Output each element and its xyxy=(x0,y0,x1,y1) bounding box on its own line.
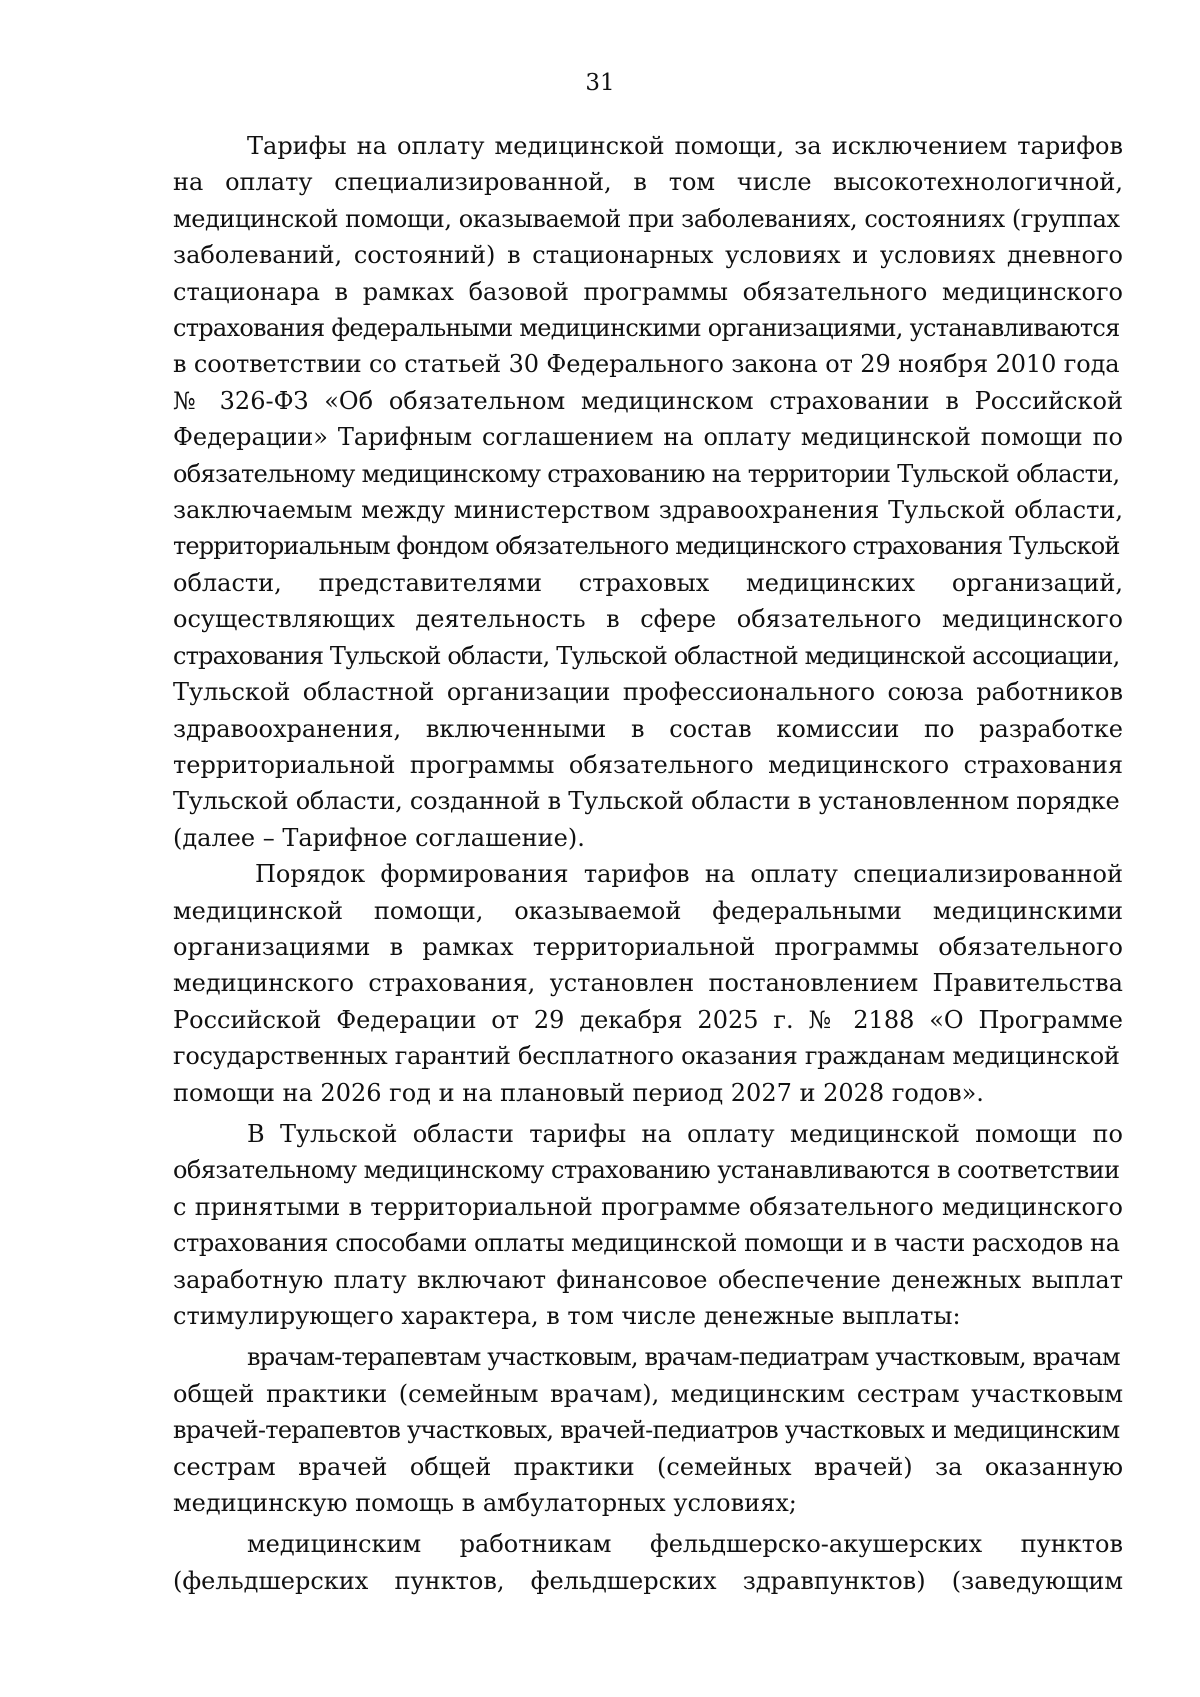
text-line: государственных гарантий бесплатного оказания гражданам медицинской xyxy=(173,1042,1120,1071)
text-line: осуществляющих деятельность в сфере обязательного медицинского xyxy=(173,605,1123,634)
text-line: В Тульской области тарифы на оплату медицинской помощи по xyxy=(247,1119,1123,1148)
text-line: помощи на 2026 год и на плановый период 2027 и 2028 годов». xyxy=(173,1078,984,1107)
text-line: на оплату специализированной, в том числе высокотехнологичной, xyxy=(173,168,1123,197)
text-line: врачей-терапевтов участковых, врачей-педиатров участковых и медицинским xyxy=(173,1416,1120,1445)
text-line: врачам-терапевтам участковым, врачам-педиатрам участковым, врачам xyxy=(247,1343,1120,1372)
paragraph-district-doctors xyxy=(173,1339,1123,1521)
text-line: Тульской областной организации профессионального союза работников xyxy=(173,678,1123,707)
text-line: № 326-ФЗ «Об обязательном медицинском страховании в Российской xyxy=(173,386,1123,415)
text-line: заболеваний, состояний) в стационарных условиях и условиях дневного xyxy=(173,241,1123,270)
text-line: территориальным фондом обязательного медицинского страхования Тульской xyxy=(173,532,1120,561)
text-line: обязательному медицинскому страхованию на территории Тульской области, xyxy=(173,459,1120,488)
text-line: Порядок формирования тарифов на оплату специализированной xyxy=(255,860,1123,889)
text-line: обязательному медицинскому страхованию устанавливаются в соответствии xyxy=(173,1156,1120,1185)
text-line: Федерации» Тарифным соглашением на оплату медицинской помощи по xyxy=(173,423,1123,452)
text-line: страхования федеральными медицинскими организациями, устанавливаются xyxy=(173,314,1120,343)
paragraph-tariffs xyxy=(173,128,1123,856)
text-line: заработную плату включают финансовое обеспечение денежных выплат xyxy=(173,1265,1123,1294)
text-line: с принятыми в территориальной программе обязательного медицинского xyxy=(173,1192,1123,1221)
paragraph-federal-procedure xyxy=(173,856,1123,1111)
text-line: стимулирующего характера, в том числе денежные выплаты: xyxy=(173,1302,961,1330)
text-line: заключаемым между министерством здравоохранения Тульской области, xyxy=(173,496,1123,525)
text-line: Российской Федерации от 29 декабря 2025 г. № 2188 «О Программе xyxy=(173,1005,1123,1034)
text-line: Тарифы на оплату медицинской помощи, за исключением тарифов xyxy=(247,132,1123,160)
text-line: страхования Тульской области, Тульской областной медицинской ассоциации, xyxy=(173,641,1120,670)
text-line: медицинской помощи, оказываемой федеральными медицинскими xyxy=(173,896,1123,925)
text-line: здравоохранения, включенными в состав комиссии по разработке xyxy=(173,714,1123,743)
text-line: стационара в рамках базовой программы обязательного медицинского xyxy=(173,277,1123,306)
paragraph-tula-tariffs xyxy=(173,1116,1123,1334)
text-line: медицинского страхования, установлен постановлением Правительства xyxy=(173,969,1123,998)
paragraph-feldsher-points xyxy=(173,1526,1123,1599)
page-number: 31 xyxy=(585,70,615,96)
text-line: области, представителями страховых медицинских организаций, xyxy=(173,568,1123,597)
text-line: общей практики (семейным врачам), медицинским сестрам участковым xyxy=(173,1379,1123,1408)
text-line: организациями в рамках территориальной программы обязательного xyxy=(173,932,1123,961)
document-body xyxy=(173,128,1123,1599)
text-line: территориальной программы обязательного медицинского страхования xyxy=(173,750,1123,779)
text-line: в соответствии со статьей 30 Федерального закона от 29 ноября 2010 года xyxy=(173,350,1120,379)
text-line: медицинской помощи, оказываемой при заболеваниях, состояниях (группах xyxy=(173,204,1120,233)
text-line: медицинским работникам фельдшерско-акушерских пунктов xyxy=(247,1530,1123,1559)
text-line: сестрам врачей общей практики (семейных врачей) за оказанную xyxy=(173,1452,1123,1481)
text-line: (фельдшерских пунктов, фельдшерских здравпунктов) (заведующим xyxy=(173,1566,1123,1595)
text-line: Тульской области, созданной в Тульской области в установленном порядке xyxy=(173,787,1120,816)
text-line: (далее – Тарифное соглашение). xyxy=(173,823,585,852)
text-line: страхования способами оплаты медицинской помощи и в части расходов на xyxy=(173,1229,1120,1258)
text-line: медицинскую помощь в амбулаторных условиях; xyxy=(173,1489,797,1518)
